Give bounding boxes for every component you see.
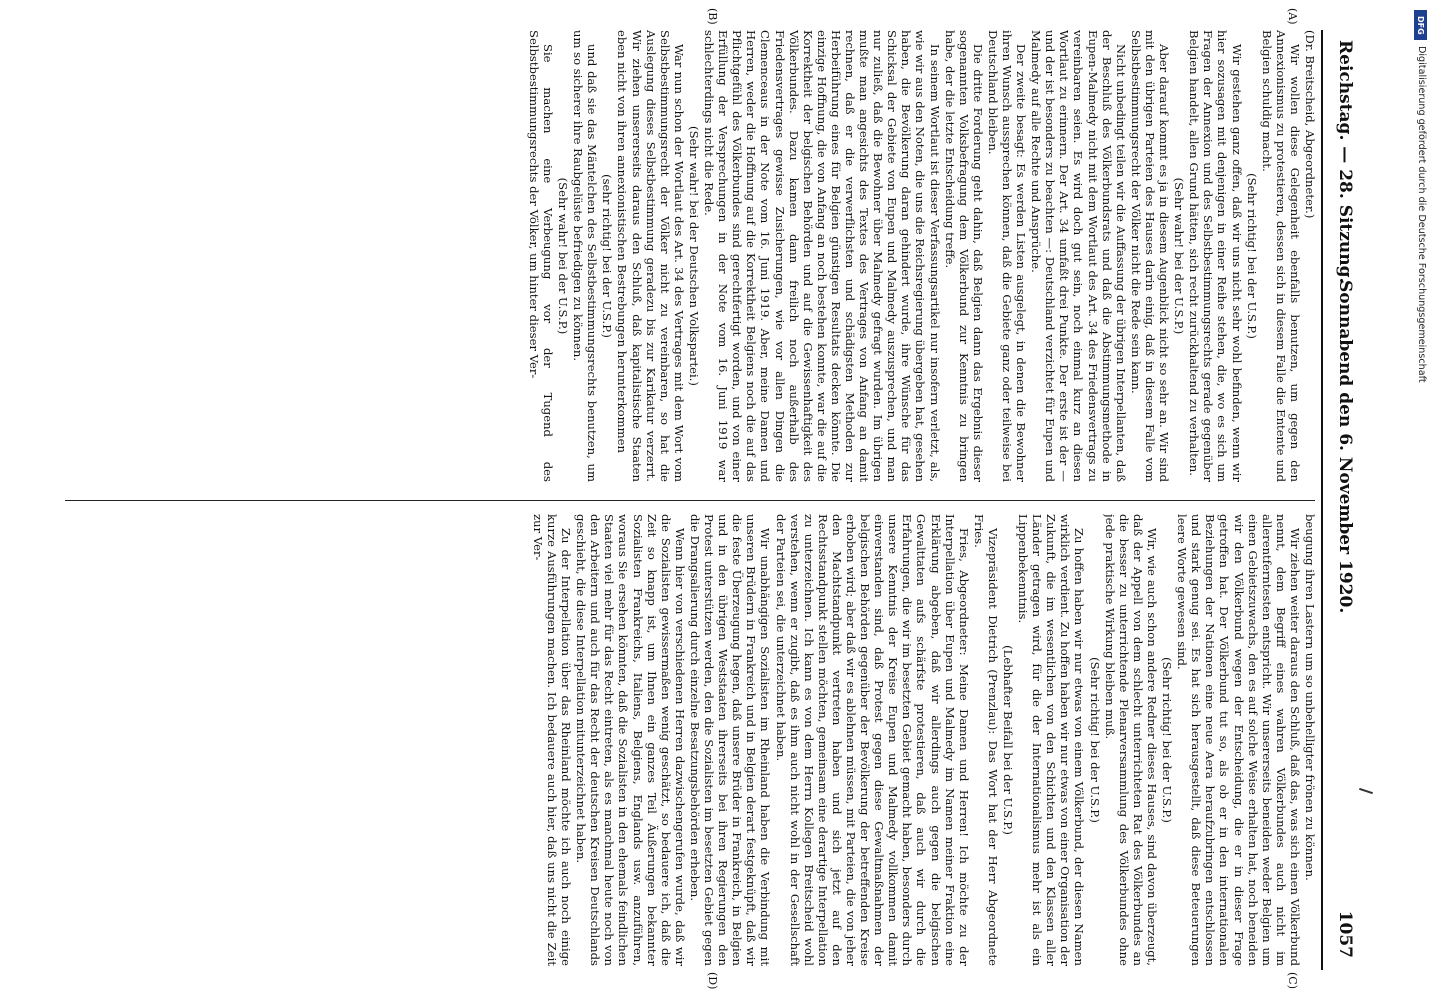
paragraph: Wir ziehen weiter daraus den Schluß, daß das, was sich einen Völkerbund nennt, dem Begriff eines wahren Völkerbundes auch nicht im allerentferntesten entspricht. Wir unsererseits beneiden weder Belgien um einen Gebietszuwachs, den es auf solche Weise erhalten hat, noch beneiden wir den Völkerbund wegen der Entscheidung, die er in dieser Frage getroffen hat. Der Völkerbund tut so, als ob er in den internationalen Beziehungen der Nationen eine neue Aera heraufzubringen entschlossen und stark genug sei. Es hat sich herausgestellt, daß diese Beteuerungen leere Worte gewesen sind. xyxy=(1175,514,1302,966)
funding-sidebar xyxy=(1414,10,1428,990)
interjection: (Sehr richtig! bei der U.S.P.) xyxy=(1160,657,1175,823)
paragraph: Vizepräsident Dietrich (Prenzlau): Das Wort hat der Herr Abgeordnete Fries. xyxy=(971,514,1000,966)
paragraph: Zu der Interpellation über das Rheinland möchte ich auch noch einige kurze Ausführungen machen. Ich bedauere auch hier, daß uns nicht die Zeit zur Ver- xyxy=(530,514,574,966)
interjection: (sehr richtig! bei der U.S.P.) xyxy=(600,174,615,338)
paragraph: War nun schon der Wortlaut des Art. 34 des Vertrages mit dem Wort vom Selbstbestimmungsrecht der Völker nicht zu vereinbaren, so hat die Auslegung dieses Selbstbestimmung geradezu bis zur Karikatur verzerrt. Wir ziehen unsererseits daraus den Schluß, daß kapitalistische Staaten eben nicht von ihren annexionistischen Bestrebungen herunterkommen xyxy=(615,30,686,482)
interjection: (Sehr richtig! bei der U.S.P.) xyxy=(1244,173,1259,339)
interjection: (Lebhafter Beifall bei der U.S.P.) xyxy=(1001,645,1016,835)
page-header xyxy=(1321,30,1359,970)
funding-note: Digitalisierung gefördert durch die Deutsche Forschungsgemeinschaft xyxy=(1416,46,1427,383)
paragraph: Aber darauf kommt es ja in diesem Augenblick nicht so sehr an. Wir sind mit den übrigen Parteien des Hauses darin einig, daß in diesem Falle vom Selbstbestimmungsrecht der Völker nicht die Rede sein kann. xyxy=(1128,30,1172,482)
interjection: (Sehr wahr! bei der U.S.P.) xyxy=(556,177,571,335)
paragraph: Wir unabhängigen Sozialisten im Rheinland haben die Verbindung mit unseren Brüdern in Frankreich und in Belgien derart festgeknüpft, daß wir die feste Überzeugung hegen, daß unsere Brüder in Frankreich, in Belgien und in den übrigen Weststaaten ihrerseits bei ihren Regierungen den Protest unterstützen werden, den die Sozialisten im besetzten Gebiet gegen die Drangsalierung durch einzelne Besatzungsbehörden erheben. xyxy=(687,514,773,966)
interjection: (Sehr wahr! bei der U.S.P.) xyxy=(1172,177,1187,335)
margin-marker-a: (A) xyxy=(1286,8,1299,25)
paragraph: Wir, wie auch schon andere Redner dieses Hauses, sind davon überzeugt, daß der Appell von dem schlecht unterrichteten Rat des Völkerbundes an die besser zu unterrichtende Plenarversammlung des Völkerbundes ohne jede praktische Wirkung bleiben muß. xyxy=(1102,514,1159,966)
paragraph: und daß sie das Mäntelchen des Selbstbestimmungsrechts benutzen, um um so sicherer ihre Raubgelüste befriedigen zu können. xyxy=(571,30,600,482)
header-date: Sonnabend den 6. November 1920. xyxy=(1335,280,1355,614)
column-divider xyxy=(65,500,1315,501)
paragraph: Fries, Abgeordneter: Meine Damen und Herren! Ich möchte zu der Interpellation über Eupen und Malmedy im Namen meiner Fraktion eine Erklärung abgeben, daß wir allerdings auch gegen die belgischen Gewalttaten aufs schärfste protestieren, daß auch wir durch die Erfahrungen, die wir im besetzten Gebiet gemacht haben, besonders durch unsere Kenntnis der Kreise Eupen und Malmedy vollkommen damit einverstanden sind, daß Protest gegen diese Gewaltmaßnahmen der belgischen Behörden gegenüber der Bevölkerung der betreffenden Kreise erhoben wird; aber daß wir es ablehnen müssen, mit Parteien, die von jeher den Machtstandpunkt vertreten haben und sich jetzt auf den Rechtsstandpunkt stellen möchten, gemeinsam eine derartige Interpellation zu unterzeichnen. Ich kann es von dem Herrn Kollegen Breitscheid wohl verstehen, wenn er zugibt, daß es ihm auch nicht wohl in der Gesellschaft der Parteien sei, die unterzeichnet haben. xyxy=(773,514,971,966)
interjection: (Sehr wahr! bei der Deutschen Volkspartei.) xyxy=(686,126,701,386)
newspaper-page xyxy=(39,8,1379,990)
dfg-logo: DFG xyxy=(1414,10,1427,40)
paragraph: Wenn hier von verschiedenen Herren dazwischengerufen wurde, daß wir die Sozialisten gewissermaßen wenig geschätzt, so bedauere ich, daß die Zeit so knapp ist, um Ihnen ein ganzes Teil Äußerungen bekannter Sozialisten Frankreichs, Italiens, Belgiens, Englands usw. anzuführen, woraus Sie ersehen könnten, daß die Sozialisten in den ehemals feindlichen Staaten viel mehr für das Recht eintreten, als es manchmal heute noch von den Arbeitern und auch für das Recht der deutschen Kreisen Deutschlands geschieht, die diese Interpellation mitunterzeichnet haben. xyxy=(574,514,687,966)
margin-marker-d: (D) xyxy=(706,972,719,990)
page-number: 1057 xyxy=(1335,910,1355,958)
header-left: Reichstag. — 28. Sitzung. xyxy=(1335,40,1355,284)
margin-marker-c: (C) xyxy=(1286,972,1299,989)
paragraph: Wir gestehen ganz offen, daß wir uns nicht sehr wohl befinden, wenn wir hier sozusagen mit denjenigen in einer Reihe stehen, die, wo es sich um Fragen der Annexion und des Selbstbestimmungsrechts gerade gegenüber Belgien handelt, allen Grund hätten, sich recht zurückhaltend zu verhalten. xyxy=(1187,30,1244,482)
pen-mark xyxy=(1359,788,1373,794)
paragraph: In seinem Wortlaut ist dieser Verfassungsartikel nur insofern verletzt, als, wie wir aus den Noten, die uns die Reichsregierung übergeben hat, gesehen haben, die Bevölkerung daran gehindert wurde, ihre Wünsche für das Schicksal der Gebiete von Eupen und Malmedy auszusprechen, und man nur zuließ, daß die Bewohner über Malmedy gefragt wurden. Im übrigen mußte man angesichts des Textes des Vertrages von Anfang an damit rechnen, daß er die verwerflichsten und schädigsten Methoden zur Herbeiführung eines für Belgien günstigen Resultats decken könnte. Die einzige Hoffnung, die von Anfang an noch bestehen konnte, war die auf die Korrektheit der belgischen Behörden und auf die Gewissenhaftigkeit des Völkerbundes. Dazu kamen dann freilich noch außerhalb des Friedensvertrages gewisse Zusicherungen, wie vor allen Dingen die Clemenceaus in der Note vom 16. Juni 1919. Aber, meine Damen und Herren, weder die Hoffnung auf die Korrektheit Belgiens noch die auf das Pflichtgefühl des Völkerbundes sind gerechtfertigt worden, und von einer Erfüllung der Versprechungen in der Note vom 16. Juni 1919 war schlechterdings nicht die Rede. xyxy=(702,30,942,482)
paragraph: Sie machen eine Verbeugung vor der Tugend des Selbstbestimmungsrechts der Völker, um hinter dieser Ver- xyxy=(526,30,556,482)
paragraph: Der zweite besagt: Es werden Listen ausgelegt, in denen die Bewohner ihren Wunsch aussprechen können, daß die Gebiete ganz oder teilweise bei Deutschland bleiben. xyxy=(985,30,1029,482)
paragraph: (Dr. Breitscheid, Abgeordneter.) xyxy=(1303,30,1317,219)
paragraph: Die dritte Forderung geht dahin, daß Belgien dann das Ergebnis dieser sogenannten Volksbefragung dem Völkerbund zur Kenntnis zu bringen habe, der die letzte Entscheidung treffe. xyxy=(942,30,985,482)
text-column-right xyxy=(62,514,1317,966)
margin-marker-b: (B) xyxy=(706,8,719,25)
interjection: (Sehr richtig! bei der U.S.P.) xyxy=(1087,657,1102,823)
paragraph: Wir wollen diese Gelegenheit ebenfalls benutzen, um gegen den Annexionismus zu protestieren, dessen sich in diesem Falle die Entente und Belgien schuldig macht. xyxy=(1259,30,1302,482)
paragraph: beugung ihren Lastern um so unbehelligter frönen zu können. xyxy=(1303,514,1317,881)
paragraph: Zu hoffen haben wir nur etwas von einem Völkerbund, der diesen Namen wirklich verdient. Zu hoffen haben wir nur etwas von einer Organisation der Zukunft, die im wesentlichen von den Schichten und den Klassen aller Länder getragen wird, für die der Internationalismus mehr ist als ein Lippenbekenntnis. xyxy=(1016,514,1087,966)
text-column-left xyxy=(62,30,1317,482)
paragraph: Nicht unbedingt teilen wir die Auffassung der übrigen Interpellanten, daß der Beschluß des Völkerbundsrats und daß die Abstimmungsmethode in Eupen-Malmedy nicht mit dem Wortlaut des Art. 34 des Friedensvertrags zu vereinbaren seien. Es wird doch gut sein, noch einmal kurz an diesen Wortlaut zu erinnern. Der Art. 34 umfaßt drei Punkte. Der erste ist der — und der ist besonders zu beachten —: Deutschland verzichtet für Eupen und Malmedy auf alle Rechte und Ansprüche. xyxy=(1029,30,1128,482)
